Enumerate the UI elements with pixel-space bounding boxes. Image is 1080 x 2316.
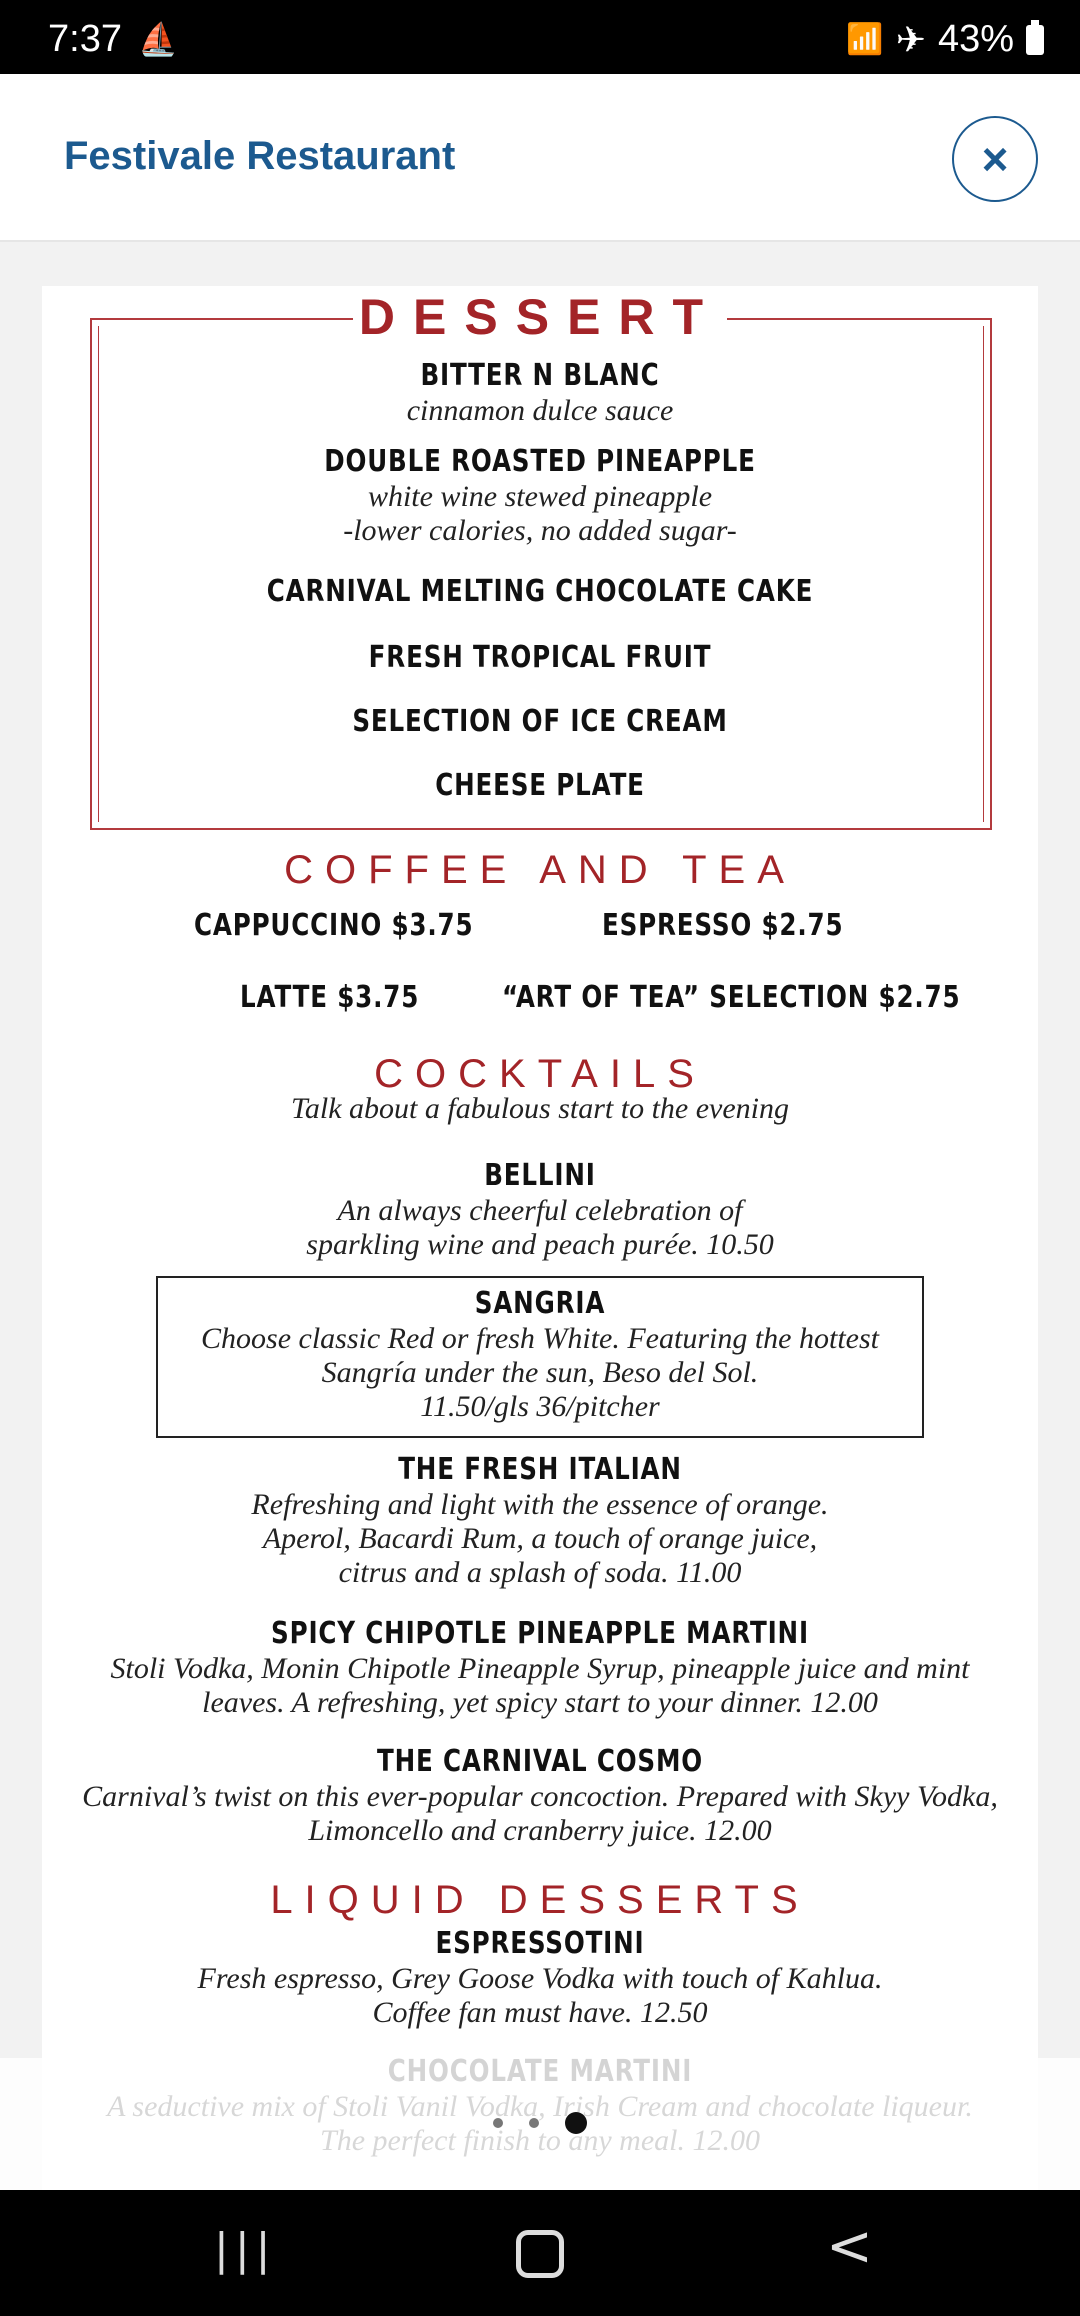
menu-item-desc: An always cheerful celebration of [337, 1194, 743, 1227]
back-icon[interactable]: < [826, 2214, 873, 2279]
page-title: Festivale Restaurant [64, 134, 456, 178]
airplane-mode-icon: ✈ [895, 18, 926, 60]
menu-item-desc: cinnamon dulce sauce [406, 394, 674, 427]
menu-item-desc: Refreshing and light with the essence of orange. [251, 1488, 829, 1521]
menu-item-desc: sparkling wine and peach purée. 10.50 [306, 1228, 774, 1261]
status-time: 7:37 [48, 18, 122, 60]
menu-item-desc: -lower calories, no added sugar- [343, 514, 737, 547]
menu-item-name: FRESH TROPICAL FRUIT [368, 640, 712, 675]
menu-item-name: ESPRESSOTINI [435, 1926, 645, 1961]
coffee-item: “ART OF TEA” SELECTION $2.75 [502, 980, 961, 1015]
menu-item-name: BELLINI [484, 1158, 596, 1193]
menu-item-desc: white wine stewed pineapple [367, 480, 713, 513]
menu-item-name: BITTER N BLANC [420, 358, 660, 393]
page-dot[interactable] [493, 2118, 503, 2128]
menu-item-desc: Sangría under the sun, Beso del Sol. [321, 1356, 759, 1389]
battery-percent: 43% [937, 18, 1014, 60]
menu-item-name: DOUBLE ROASTED PINEAPPLE [324, 444, 756, 479]
menu-item-desc: leaves. A refreshing, yet spicy start to your dinner. 12.00 [202, 1686, 878, 1719]
coffee-item: ESPRESSO $2.75 [602, 908, 844, 943]
coffee-item: CAPPUCCINO $3.75 [194, 908, 474, 943]
liquid-desserts-heading: LIQUID DESSERTS [270, 1878, 810, 1922]
close-icon: × [981, 133, 1009, 185]
dessert-heading: DESSERT [42, 288, 1038, 346]
menu-item-name: CHEESE PLATE [435, 768, 645, 803]
menu-item-desc: 11.50/gls 36/pitcher [420, 1390, 660, 1423]
system-nav-bar [0, 2190, 1080, 2316]
menu-item-name: CARNIVAL MELTING CHOCOLATE CAKE [266, 574, 814, 609]
recents-icon[interactable]: ||| [214, 2224, 277, 2275]
home-icon[interactable] [516, 2230, 564, 2278]
cocktails-heading: COCKTAILS [374, 1052, 706, 1096]
coffee-heading: COFFEE AND TEA [284, 848, 796, 892]
notification-icon: ⛵ [138, 21, 178, 57]
status-bar [0, 0, 1080, 74]
close-button[interactable] [952, 116, 1038, 202]
menu-item-name: SELECTION OF ICE CREAM [352, 704, 728, 739]
app-header [0, 74, 1080, 242]
battery-icon [1026, 25, 1044, 55]
menu-item-name: THE CARNIVAL COSMO [376, 1744, 704, 1779]
menu-item-desc: Fresh espresso, Grey Goose Vodka with touch of Kahlua. [197, 1962, 883, 1995]
coffee-item: LATTE $3.75 [240, 980, 420, 1015]
menu-item-desc: Aperol, Bacardi Rum, a touch of orange juice, [262, 1522, 818, 1555]
cocktails-tagline: Talk about a fabulous start to the evening [290, 1092, 790, 1125]
status-icons [846, 18, 1044, 61]
menu-item-desc: Choose classic Red or fresh White. Featuring the hottest [201, 1322, 879, 1355]
menu-item-desc: Limoncello and cranberry juice. 12.00 [308, 1814, 772, 1847]
menu-item-desc: citrus and a splash of soda. 11.00 [338, 1556, 742, 1589]
menu-item-desc: Stoli Vodka, Monin Chipotle Pineapple Syrup, pineapple juice and mint [110, 1652, 970, 1685]
menu-item-name: SPICY CHIPOTLE PINEAPPLE MARTINI [271, 1616, 809, 1651]
menu-item-name: SANGRIA [474, 1286, 606, 1321]
wifi-icon: 📶 [846, 23, 884, 56]
page-dot-active[interactable] [565, 2112, 587, 2134]
page-indicator[interactable] [0, 2112, 1080, 2134]
menu-item-desc: Coffee fan must have. 12.50 [372, 1996, 708, 2029]
page-dot[interactable] [529, 2118, 539, 2128]
menu-item-name: THE FRESH ITALIAN [398, 1452, 682, 1487]
menu-image[interactable] [42, 286, 1038, 2190]
menu-item-desc: Carnival’s twist on this ever-popular concoction. Prepared with Skyy Vodka, [82, 1780, 998, 1813]
